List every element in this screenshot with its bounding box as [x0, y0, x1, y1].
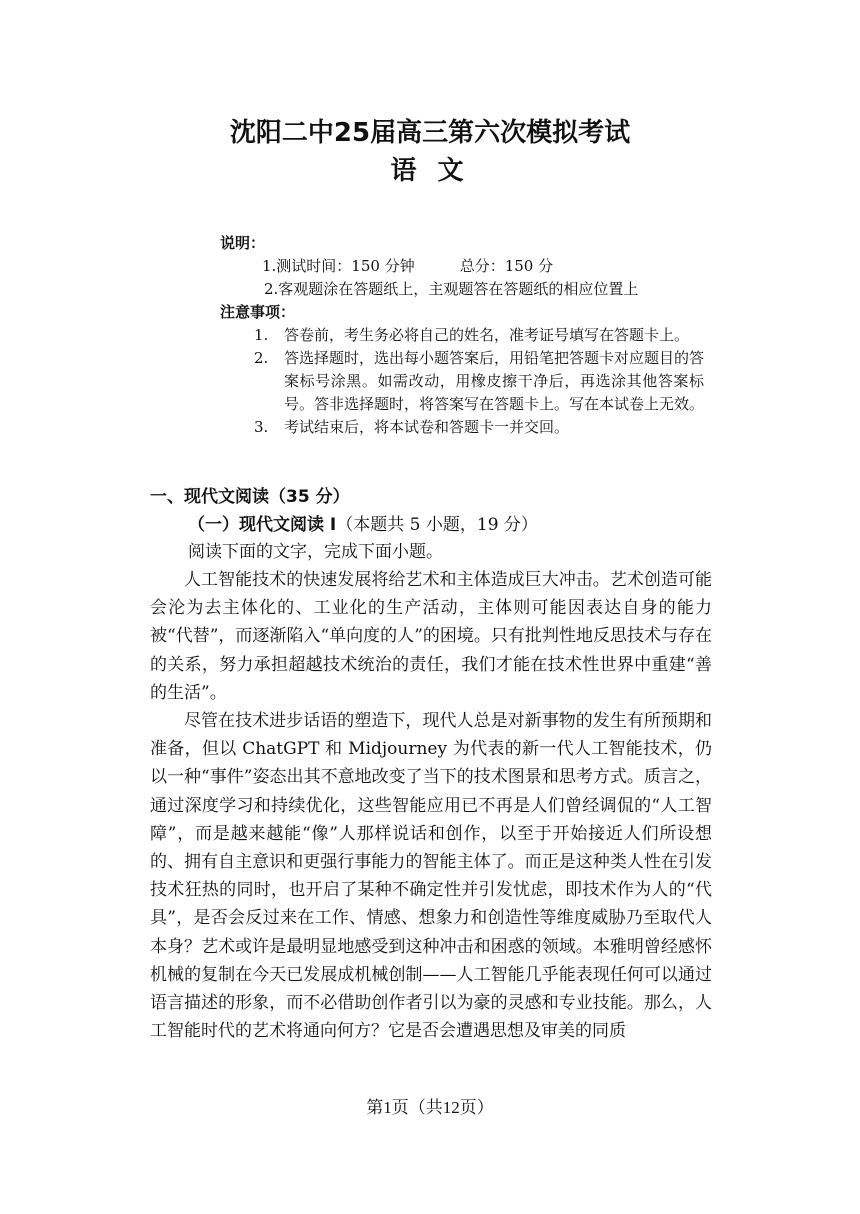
section-title: 一、现代文阅读（35 分） [150, 487, 350, 507]
subsection-label: （一）现代文阅读 I [188, 515, 337, 535]
note-item [220, 324, 720, 347]
reading-direction: 阅读下面的文字，完成下面小题。 [188, 542, 443, 562]
note-item [220, 347, 720, 416]
note-number: 1. [254, 326, 269, 344]
note-number: 3. [254, 418, 269, 436]
exam-title: 沈阳二中25届高三第六次模拟考试 [229, 118, 631, 148]
instruction-item-2: 2.客观题涂在答题纸上，主观题答在答题纸的相应位置上 [264, 280, 639, 298]
subsection-title [188, 513, 538, 537]
passage-paragraph: 尽管在技术进步话语的塑造下，现代人总是对新事物的发生有所预期和准备，但以 ChatGPT 和 Midjourney 为代表的新一代人工智能技术，仍以一种“事件”姿态出其不意地改变了当下的技术图景和思考方式。质言之，通过深度学习和持续优化，这些智能应用已不再是人们曾经调侃的“人工智障”，而是越来越能“像”人那样说话和创作，以至于开始接近人们所设想的、拥有自主意识和更强行事能力的智能主体了。而正是这种类人性在引发技术狂热的同时，也开启了某种不确定性并引发忧虑，即技术作为人的“代具”，是否会反过来在工作、情感、想象力和创造性等维度威胁乃至取代人本身？艺术或许是最明显地感受到这种冲击和困惑的领域。本雅明曾经感怀机械的复制在今天已发展成机械创制——人工智能几乎能表现任何可以通过语言描述的形象，而不必借助创作者引以为豪的灵感和专业技能。那么，人工智能时代的艺术将通向何方？它是否会遭遇思想及审美的同质 [150, 711, 712, 1042]
notes-heading: 注意事项： [220, 303, 296, 321]
title-block [0, 116, 860, 188]
instructions [220, 232, 720, 439]
subsection-meta: （本题共 5 小题，19 分） [336, 515, 538, 535]
instructions-heading: 说明： [220, 234, 266, 252]
instruction-item-1: 1.测试时间：150 分钟 总分：150 分 [262, 257, 554, 275]
note-text: 考试结束后，将本试卷和答题卡一并交回。 [284, 418, 570, 436]
page-number: 第1页（共12页） [366, 1098, 494, 1117]
note-text: 答卷前，考生务必将自己的姓名，准考证号填写在答题卡上。 [284, 326, 690, 344]
note-number: 2. [254, 349, 269, 367]
exam-subject: 语 文 [390, 156, 470, 186]
note-text: 答选择题时，选出每小题答案后，用铅笔把答题卡对应题目的答案标号涂黑。如需改动，用橡皮擦干净后，再选涂其他答案标号。答非选择题时，将答案写在答题卡上。写在本试卷上无效。 [284, 349, 705, 413]
passage-paragraph: 人工智能技术的快速发展将给艺术和主体造成巨大冲击。艺术创造可能会沦为去主体化的、工业化的生产活动，主体则可能因表达自身的能力被“代替”，而逐渐陷入“单向度的人”的困境。只有批判性地反思技术与存在的关系，努力承担超越技术统治的责任，我们才能在技术性世界中重建“善的生活”。 [150, 570, 712, 703]
notes-list [220, 324, 720, 439]
note-item [220, 416, 720, 439]
passage [150, 566, 712, 1045]
